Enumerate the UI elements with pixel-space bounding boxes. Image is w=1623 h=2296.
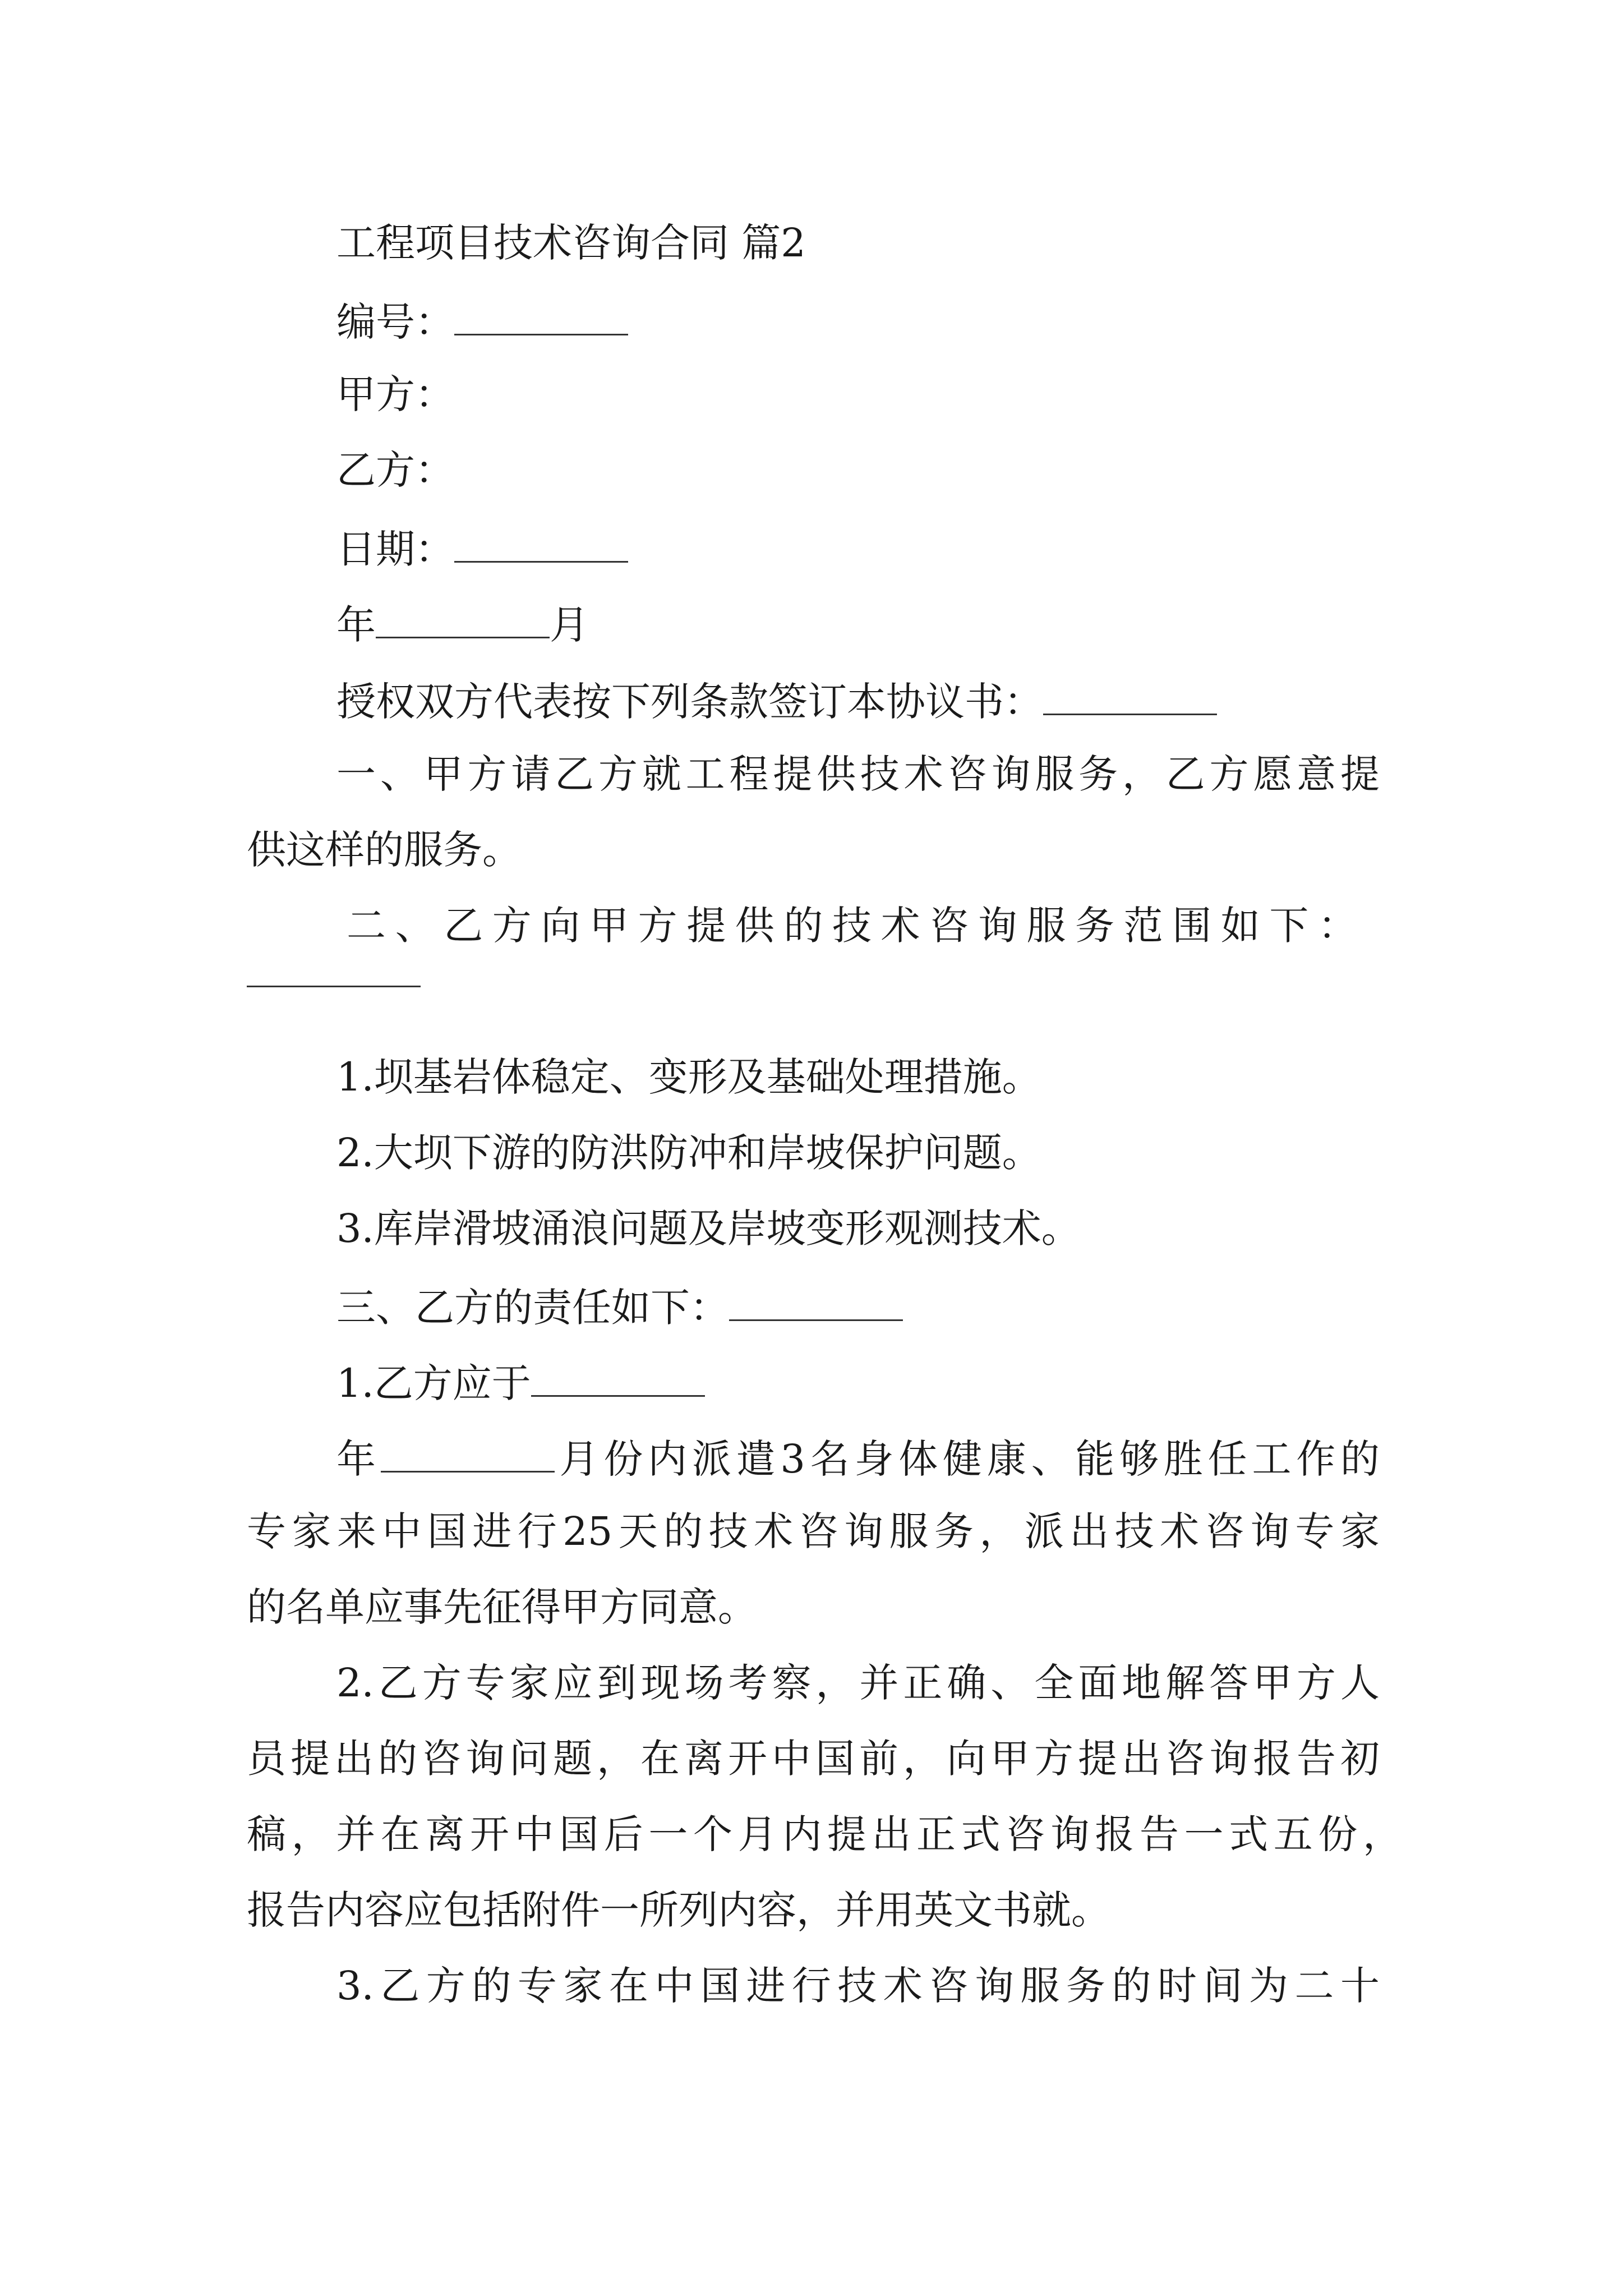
duty-1-prefix: 1.乙方应于 bbox=[336, 1360, 531, 1406]
duty-1-line-4: 的名单应事先征得甲方同意。 bbox=[247, 1584, 757, 1630]
clause-2-blank bbox=[247, 986, 421, 987]
year-month-field bbox=[336, 602, 589, 648]
clause-3-heading: 三、乙方的责任如下： bbox=[336, 1285, 729, 1331]
duty-3-line-1: 3.乙方的专家在中国进行技术咨询服务的时间为二十 bbox=[336, 1963, 1380, 2009]
duty-2-line-1: 2.乙方专家应到现场考察，并正确、全面地解答甲方人 bbox=[336, 1660, 1380, 1706]
year-month-blank bbox=[376, 602, 550, 638]
clause-3-blank bbox=[729, 1285, 903, 1321]
duty-1-date-blank bbox=[531, 1360, 705, 1397]
clause-1-line-2: 供这样的服务。 bbox=[247, 827, 522, 873]
date-field bbox=[336, 526, 628, 572]
scope-item-3: 3.库岸滑坡涌浪问题及岸坡变形观测技术。 bbox=[336, 1205, 1081, 1251]
year-label: 年 bbox=[336, 602, 376, 648]
clause-3-heading-line bbox=[336, 1285, 903, 1331]
duty-1-line-2-text: 月份内派遣3名身体健康、能够胜任工作的 bbox=[554, 1436, 1380, 1482]
preamble-blank bbox=[1043, 679, 1217, 715]
contract-number-field bbox=[336, 299, 628, 345]
contract-number-label: 编号： bbox=[336, 299, 454, 345]
clause-1-line-1: 一、甲方请乙方就工程提供技术咨询服务，乙方愿意提 bbox=[336, 751, 1380, 797]
date-label: 日期： bbox=[336, 526, 454, 572]
scope-item-1: 1.坝基岩体稳定、变形及基础处理措施。 bbox=[336, 1054, 1041, 1100]
duty-2-line-3: 稿，并在离开中国后一个月内提出正式咨询报告一式五份， bbox=[247, 1811, 1402, 1857]
duty-2-line-4: 报告内容应包括附件一所列内容，并用英文书就。 bbox=[247, 1887, 1110, 1933]
duty-1-line-1 bbox=[336, 1360, 705, 1406]
contract-number-blank bbox=[454, 299, 628, 335]
document-title: 工程项目技术咨询合同 篇2 bbox=[336, 220, 806, 266]
duty-1-month-blank bbox=[381, 1436, 555, 1473]
party-b-label: 乙方： bbox=[336, 447, 454, 493]
preamble-text: 授权双方代表按下列条款签订本协议书： bbox=[336, 679, 1043, 725]
clause-2-heading: 二、乙方向甲方提供的技术咨询服务范围如下： bbox=[347, 903, 1357, 949]
duty-1-line-3: 专家来中国进行25天的技术咨询服务，派出技术咨询专家 bbox=[247, 1508, 1380, 1554]
duty-1-line-2 bbox=[336, 1436, 1380, 1482]
scope-item-2: 2.大坝下游的防洪防冲和岸坡保护问题。 bbox=[336, 1130, 1041, 1176]
party-a-label: 甲方： bbox=[336, 371, 454, 417]
preamble-line bbox=[336, 679, 1217, 725]
duty-2-line-2: 员提出的咨询问题，在离开中国前，向甲方提出咨询报告初 bbox=[247, 1736, 1380, 1782]
month-label: 月 bbox=[550, 602, 589, 648]
duty-1-year-label: 年 bbox=[336, 1436, 381, 1482]
date-blank bbox=[454, 526, 628, 563]
